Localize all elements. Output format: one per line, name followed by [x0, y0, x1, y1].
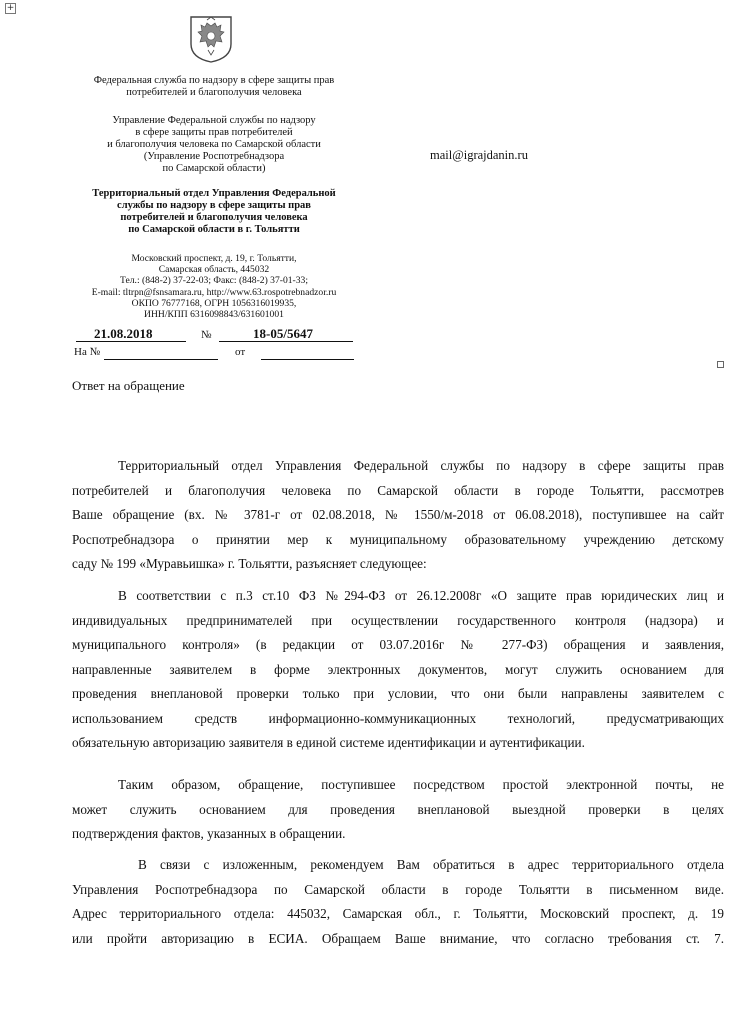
ref-underline	[104, 359, 218, 360]
recipient-email: mail@igrajdanin.ru	[430, 148, 528, 162]
body-paragraph: Таким образом, обращение, поступившее посредством простой электронной почты, не может служить основанием для проведения внеплановой выездной проверки в целях подтверждения фактов, указанных в обращении.	[72, 777, 724, 841]
letter-number: 18-05/5647	[253, 326, 313, 341]
contact-block: Московский проспект, д. 19, г. Тольятти, Самарская область, 445032 Тел.: (848-2) 37-22-03; Факс: (848-2) 37-01-33; E-mail: tltrpn@fsnsamara.ru, http://www.63.rospotrebnadzor.ru ОКПО 76777168, ОГРН 1056316019935, ИНН/КПП 6316098843/631601001	[91, 253, 337, 321]
number-underline	[219, 341, 353, 342]
anchor-marker	[717, 361, 724, 368]
table-move-handle[interactable]: +	[6, 3, 15, 13]
coat-of-arms-emblem	[188, 14, 234, 64]
subject-line: Ответ на обращение	[72, 378, 185, 393]
body-paragraph: В соответствии с п.3 ст.10 ФЗ №294-ФЗ от 26.12.2008г «О защите прав юридических лиц и индивидуальных предпринимателей при осуществлении государственного контроля (надзора) и муниципального контроля» (в редакции от 03.07.2016г № 277-ФЗ) обращения и заявления, направленные заявителем в форме электронных документов, могут служить основанием для проведения внеплановой проверки только при условии, что они были направлены заявителем с использованием средств информационно-коммуникационных технологий, предусматривающих обязательную авторизацию заявителя в единой системе идентификации и аутентификации.	[72, 588, 724, 750]
body-paragraph: В связи с изложенным, рекомендуем Вам обратиться в адрес территориального отдела Управления Роспотребнадзора по Самарской области в городе Тольятти в письменном виде. Адрес территориального отдела: 445032, Самарская обл., г. Тольятти, Московский проспект, д. 19 или пройти авторизацию в ЕСИА. Обращаем Ваше внимание, что согласно требования ст. 7.	[72, 857, 724, 946]
from-label: от	[235, 346, 246, 358]
body-paragraph: Территориальный отдел Управления Федеральной службы по надзору в сфере защиты прав потребителей и благополучия человека по Самарской области в городе Тольятти, рассмотрев Ваше обращение (вх. № 3781-г от 02.08.2018, № 1550/м-2018 от 06.08.2018), поступившее на сайт Роспотребнадзора о принятии мер к муниципальному образовательному учреждению детскому саду № 199 «Муравьишка» г. Тольятти, разъясняет следующее:	[72, 458, 724, 571]
division-name: Территориальный отдел Управления Федеральной службы по надзору в сфере защиты прав потребителей и благополучия человека по Самарской области в г. Тольятти	[92, 188, 336, 235]
number-label: №	[201, 329, 212, 341]
date-underline	[76, 341, 186, 342]
agency-name: Федеральная служба по надзору в сфере защиты прав потребителей и благополучия человека	[93, 75, 335, 98]
department-name: Управление Федеральной службы по надзору в сфере защиты прав потребителей и благополучия человека по Самарской области (Управление Роспотребнадзора по Самарской области)	[107, 115, 321, 174]
from-underline	[261, 359, 354, 360]
ref-label: На №	[74, 346, 101, 358]
letter-date: 21.08.2018	[94, 326, 153, 341]
